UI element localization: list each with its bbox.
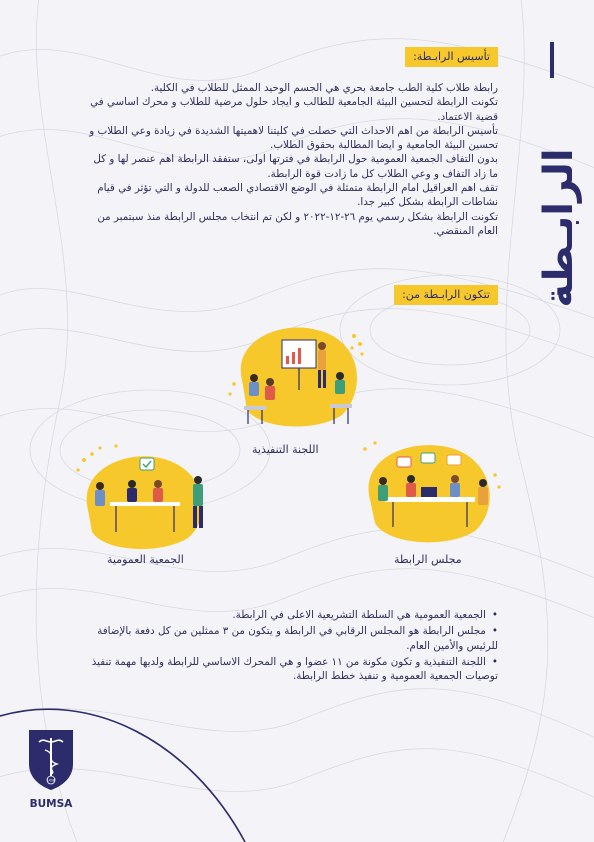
intro-paragraph: تكونت الرابطة بشكل رسمي يوم ٢٦-١٢-٢٠٢٢ و لكن تم انتخاب مجلس الرابطة منذ سبتمبر من العام المنقضي.	[97, 210, 498, 237]
section-heading-founding: تأسيس الرابـطة:	[405, 47, 498, 67]
list-item: • الجمعية العمومية هي السلطة التشريعية الاعلى في الرابطة.	[78, 608, 498, 622]
title-accent-line	[550, 42, 554, 78]
bumsa-logo	[26, 728, 76, 810]
list-item: • اللجنة التنفيذية و تكون مكونة من ١١ عضوا و هي المحرك الاساسي للرابطة ولديها مهمة تنفيذ توصيات الجمعية العمومية و تنفيذ خطط الرابطة.	[78, 655, 498, 684]
list-item: • مجلس الرابطة هو المجلس الرقابي في الرابطة و يتكون من ٣ ممثلين من كل دفعة بالإضافة للرئيس والأمين العام.	[78, 624, 498, 653]
page-title: الرابـطة	[536, 148, 582, 308]
logo-badge-text: UOB	[47, 778, 55, 783]
card-label-general-assembly: الجمعية العمومية	[107, 553, 184, 566]
card-label-council: مجلس الرابطة	[394, 553, 462, 566]
intro-paragraph: تكونت الرابطة لتحسين البيئة الجامعية للطالب و ايجاد حلول مرضية للطلاب و محرك اساسي في قضية الاعتماد.	[90, 96, 498, 123]
council-illustration	[355, 435, 505, 545]
intro-paragraph: تقف اهم العراقيل امام الرابطة متمثلة في الوضع الاقتصادي الصعب للدولة و التي تؤثر في قيام نشاطات الرابطة بشكل كبير جدا.	[97, 182, 498, 209]
composition-bullet-list	[78, 608, 498, 685]
card-label-executive-committee: اللجنة التنفيذية	[252, 443, 319, 456]
logo-text: BUMSA	[29, 798, 73, 810]
intro-text	[83, 81, 498, 238]
shield-icon	[26, 728, 76, 792]
section-heading-composition: تتكون الرابـطة من:	[394, 285, 498, 305]
intro-paragraph: بدون التفاف الجمعية العمومية حول الرابطة في فترتها اولى، ستفقد الرابطة اهم عنصر لها و كل ما زاد التفاف و وعي الطلاب كل ما زادت قوة الرابطة.	[93, 153, 498, 180]
executive-committee-illustration	[222, 320, 372, 430]
general-assembly-illustration	[70, 440, 220, 550]
intro-paragraph: رابطة طلاب كلية الطب جامعة بحري هي الجسم الوحيد الممثل للطلاب في الكلية.	[150, 82, 498, 94]
intro-paragraph: تأسيس الرابطة من اهم الاحداث التي حصلت في كليتنا لاهميتها الشديدة في زيادة وعي الطلاب و تحسين البيئة الجامعية و ايضا المطالبة بحقوق الطلاب.	[89, 124, 498, 152]
vertical-title-block	[528, 42, 582, 308]
